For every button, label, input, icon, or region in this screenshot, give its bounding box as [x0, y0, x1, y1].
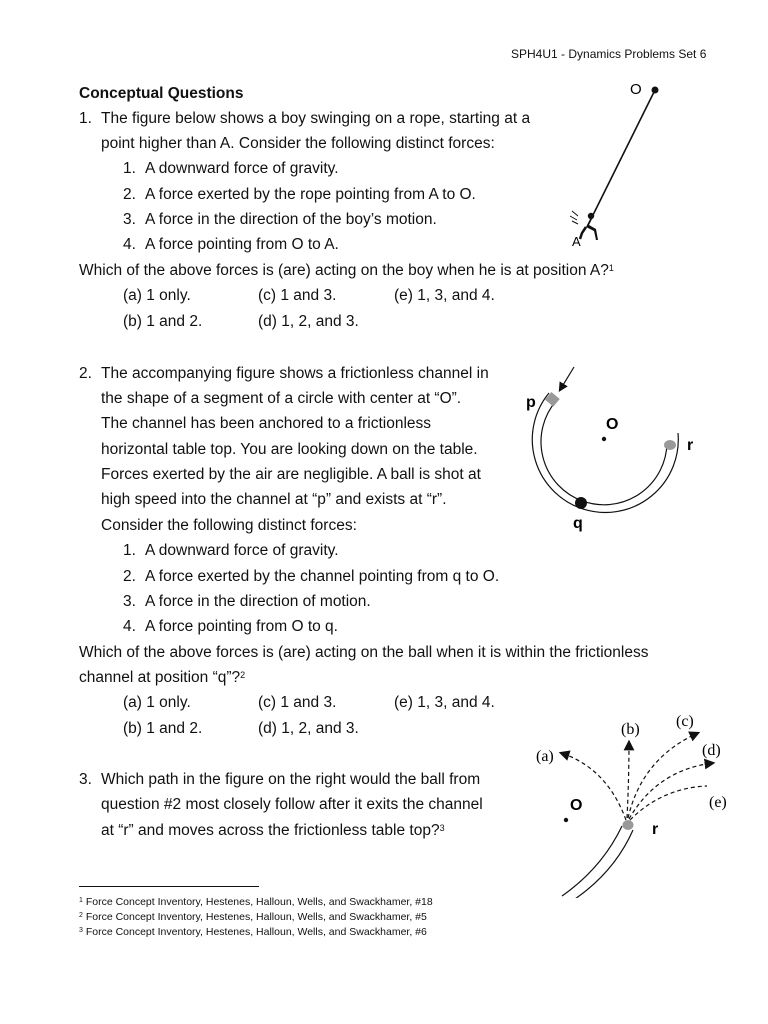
question-text-line: Which path in the figure on the right would the ball from [101, 771, 481, 788]
force-number: 3. [123, 211, 136, 228]
question-text-line: question #2 most closely follow after it exits the channel [101, 796, 483, 813]
force-text: A force exerted by the channel pointing from q to O. [145, 568, 500, 585]
exit-marker-r [623, 820, 634, 830]
channel-inner-wall [541, 401, 667, 505]
force-number: 4. [123, 236, 136, 253]
question-text-line: The accompanying figure shows a frictionless channel in [101, 365, 489, 382]
question-number: 2. [79, 365, 92, 382]
question-text-line: The figure below shows a boy swinging on a rope, starting at a [101, 110, 531, 127]
entry-arrow [560, 367, 574, 390]
section-title: Conceptual Questions [79, 85, 244, 102]
answer-a: (a) 1 only. [123, 694, 191, 711]
question-text-line: Consider the following distinct forces: [101, 517, 357, 534]
force-text: A downward force of gravity. [145, 160, 339, 177]
ball [575, 497, 587, 509]
boy-swing-figure [550, 75, 670, 255]
footnote: $^3$ Force Concept Inventory, Hestenes, Halloun, Wells, and Swackhamer, #6 [79, 926, 427, 938]
force-number: 4. [123, 618, 136, 635]
force-number: 2. [123, 186, 136, 203]
answer-d: (d) 1, 2, and 3. [258, 720, 359, 737]
force-text: A force in the direction of motion. [145, 593, 371, 610]
path-d [629, 763, 713, 819]
answer-b: (b) 1 and 2. [123, 313, 203, 330]
question-number: 1. [79, 110, 92, 127]
question-text-line: Forces exerted by the air are negligible. A ball is shot at [101, 466, 481, 483]
center-point [602, 437, 606, 441]
force-text: A downward force of gravity. [145, 542, 339, 559]
channel-figure [515, 360, 715, 540]
answer-e: (e) 1, 3, and 4. [394, 694, 495, 711]
force-text: A force exerted by the rope pointing from A to O. [145, 186, 476, 203]
question-text-line: the shape of a segment of a circle with center at “O”. [101, 390, 462, 407]
entry-marker-p [545, 392, 560, 407]
footnote-ref: 2 [240, 670, 246, 680]
answer-a: (a) 1 only. [123, 287, 191, 304]
label-d: (d) [702, 742, 721, 759]
label-r: r [652, 821, 659, 838]
answer-c: (c) 1 and 3. [258, 694, 337, 711]
footnote-ref: 3 [439, 823, 445, 833]
footnote-divider [79, 886, 259, 887]
exit-marker-r [664, 440, 676, 450]
label-b: (b) [621, 721, 640, 738]
question-prompt: Which of the above forces is (are) acting on the boy when he is at position A?$^1$ [79, 262, 614, 279]
question-prompt-line: Which of the above forces is (are) acting on the ball when it is within the frictionless [79, 644, 649, 661]
question-text-line: point higher than A. Consider the following distinct forces: [101, 135, 495, 152]
answer-c: (c) 1 and 3. [258, 287, 337, 304]
footnote: $^1$ Force Concept Inventory, Hestenes, Halloun, Wells, and Swackhamer, #18 [79, 896, 433, 908]
answer-e: (e) 1, 3, and 4. [394, 287, 495, 304]
answer-b: (b) 1 and 2. [123, 720, 203, 737]
force-text: A force pointing from O to q. [145, 618, 338, 635]
label-c: (c) [676, 713, 694, 730]
label-p: p [526, 394, 536, 411]
exit-paths-figure [532, 708, 737, 898]
question-number: 3. [79, 771, 92, 788]
footnote-ref: 1 [608, 263, 614, 273]
label-o: O [606, 416, 619, 433]
force-text: A force in the direction of the boy’s motion. [145, 211, 437, 228]
force-number: 1. [123, 160, 136, 177]
rope [592, 90, 655, 217]
path-b [627, 742, 629, 818]
label-q: q [573, 515, 583, 532]
force-number: 1. [123, 542, 136, 559]
center-point [564, 818, 568, 822]
question-text-line: The channel has been anchored to a frictionless [101, 415, 432, 432]
force-number: 2. [123, 568, 136, 585]
question-prompt-line: channel at position “q”?$^2$ [79, 669, 246, 686]
label-o: O [630, 81, 642, 98]
answer-d: (d) 1, 2, and 3. [258, 313, 359, 330]
page-header: SPH4U1 - Dynamics Problems Set 6 [511, 47, 707, 61]
path-e [630, 786, 707, 820]
footnote: $^2$ Force Concept Inventory, Hestenes, Halloun, Wells, and Swackhamer, #5 [79, 911, 427, 923]
force-text: A force pointing from O to A. [145, 236, 339, 253]
channel-outer-wall [532, 393, 678, 512]
label-o: O [570, 797, 583, 814]
question-text-line: horizontal table top. You are looking down on the table. [101, 441, 478, 458]
force-number: 3. [123, 593, 136, 610]
question-text-line: at “r” and moves across the frictionless table top?$^3$ [101, 822, 445, 839]
label-r: r [687, 437, 694, 454]
question-text-line: high speed into the channel at “p” and exists at “r”. [101, 491, 447, 508]
channel-inner-wall [572, 830, 633, 898]
label-e: (e) [709, 794, 727, 811]
label-a: A [572, 234, 581, 249]
label-a: (a) [536, 748, 554, 765]
